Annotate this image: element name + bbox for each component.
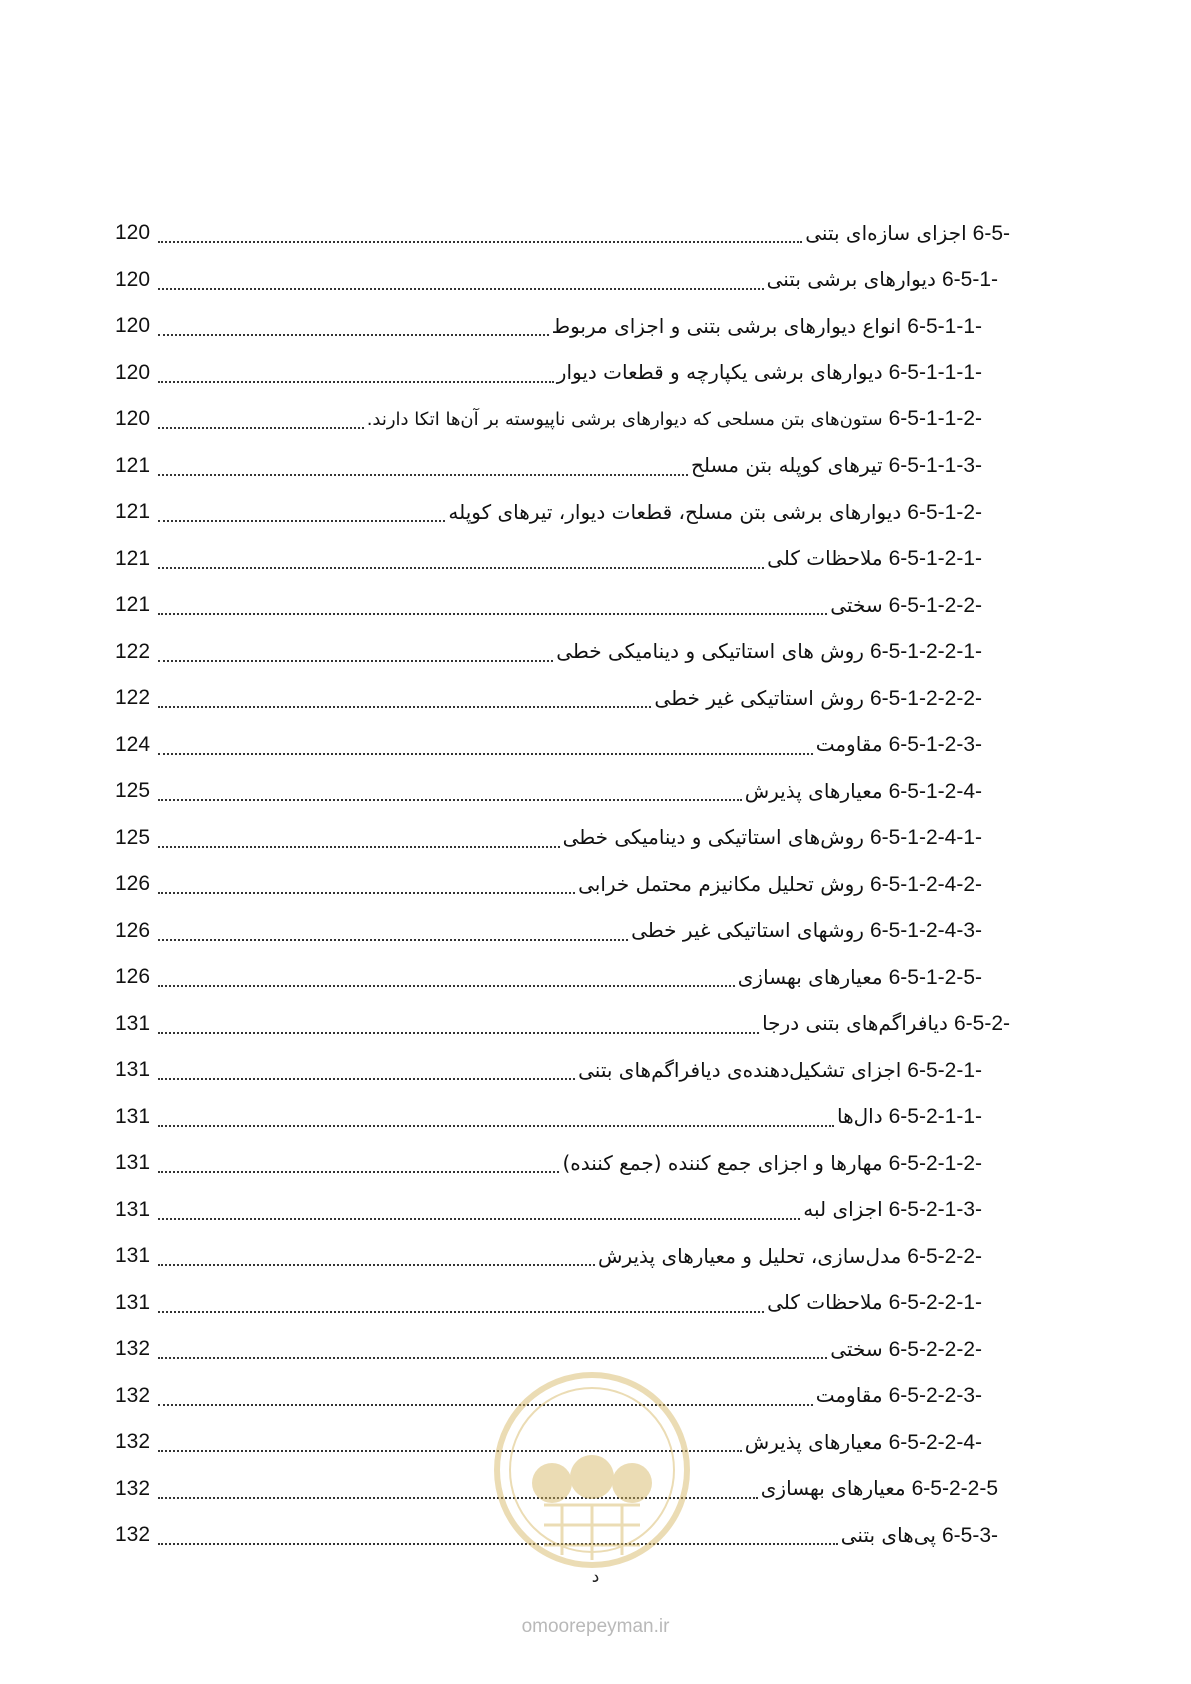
toc-page-number: 120 — [115, 314, 151, 338]
toc-row[interactable] — [115, 629, 1010, 676]
toc-page-number: 132 — [115, 1383, 151, 1407]
toc-page-number: 120 — [115, 221, 151, 245]
toc-entry-title: روش‌های استاتیکی و دینامیکی خطی — [562, 825, 864, 850]
toc-entry-title: مقاومت — [815, 1383, 883, 1408]
toc-entry-text — [448, 500, 982, 525]
toc-row[interactable] — [115, 210, 1010, 257]
dot-leader — [158, 381, 554, 383]
toc-page-number: 125 — [115, 825, 151, 849]
toc-page-number: 121 — [115, 453, 151, 477]
toc-entry-text — [552, 314, 982, 339]
toc-row[interactable] — [115, 303, 1010, 350]
toc-entry-title: ملاحظات کلی — [767, 1290, 883, 1315]
dot-leader — [158, 520, 445, 522]
toc-entry-title: روش های استاتیکی و دینامیکی خطی — [556, 639, 864, 664]
toc-entry-number: 6-5-1-1-3- — [888, 454, 982, 478]
dot-leader — [158, 706, 651, 708]
toc-entry-number: 6-5-2-2-5 — [911, 1477, 998, 1501]
toc-entry-text — [631, 918, 982, 943]
dot-leader — [158, 288, 764, 290]
toc-entry-text — [767, 546, 982, 571]
toc-entry-number: 6-5-1-1-1- — [888, 361, 982, 385]
toc-entry-number: 6-5-2-1-3- — [888, 1198, 982, 1222]
toc-page-number: 126 — [115, 918, 151, 942]
dot-leader — [158, 1032, 759, 1034]
dot-leader — [158, 1171, 559, 1173]
dot-leader — [158, 985, 735, 987]
dot-leader — [158, 1311, 764, 1313]
toc-entry-text — [841, 1523, 998, 1548]
toc-entry-text — [578, 872, 982, 897]
toc-page-number: 132 — [115, 1476, 151, 1500]
toc-entry-title: مهارها و اجزای جمع کننده (جمع کننده) — [562, 1150, 883, 1175]
toc-entry-number: 6-5-1-2-1- — [888, 547, 982, 571]
toc-row[interactable] — [115, 1187, 1010, 1234]
toc-entry-title: دیوارهای برشی بتنی — [766, 267, 936, 292]
dot-leader — [158, 1125, 834, 1127]
toc-entry-text — [557, 360, 982, 385]
toc-entry-number: 6-5-1-2-2- — [888, 593, 982, 617]
toc-page-number: 124 — [115, 732, 151, 756]
gear-icon — [532, 1455, 652, 1503]
toc-page-number: 132 — [115, 1523, 151, 1547]
dot-leader — [158, 241, 802, 243]
toc-row[interactable] — [115, 768, 1010, 815]
dot-leader — [158, 613, 827, 615]
toc-entry-number: 6-5-1-1-2- — [888, 407, 982, 431]
toc-page-number: 131 — [115, 1244, 151, 1268]
toc-page-number: 122 — [115, 639, 151, 663]
dot-leader — [158, 1357, 827, 1359]
toc-entry-title: مقاومت — [815, 732, 883, 757]
toc-entry-number: 6-5-1-2-4-1- — [869, 826, 982, 850]
toc-page-number: 126 — [115, 872, 151, 896]
toc-row[interactable] — [115, 350, 1010, 397]
toc-entry-text — [654, 686, 982, 711]
toc-entry-text — [816, 732, 982, 757]
toc-row[interactable] — [115, 1233, 1010, 1280]
toc-entry-number: 6-5-2-2-2- — [888, 1337, 982, 1361]
toc-page-number: 131 — [115, 1058, 151, 1082]
toc-entry-text — [738, 965, 982, 990]
toc-entry-title: پی‌های بتنی — [840, 1522, 936, 1547]
toc-entry-number: 6-5-1-2-2-1- — [869, 640, 982, 664]
toc-entry-text — [745, 779, 982, 804]
toc-entry-title: اجزای لبه — [803, 1197, 883, 1222]
toc-row[interactable] — [115, 582, 1010, 629]
dot-leader — [158, 474, 688, 476]
toc-row[interactable] — [115, 908, 1010, 955]
toc-entry-text — [598, 1244, 982, 1269]
toc-entry-title: اجزای سازه‌ای بتنی — [805, 220, 967, 245]
toc-entry-text — [563, 825, 982, 850]
toc-entry-number: 6-5-1-2-4- — [888, 779, 982, 803]
dot-leader — [158, 427, 364, 429]
toc-entry-number: 6-5-1-2-4-2- — [869, 872, 982, 896]
toc-entry-title: مدل‌سازی، تحلیل و معیارهای پذیرش — [598, 1243, 902, 1268]
toc-page-number: 132 — [115, 1430, 151, 1454]
toc-row[interactable] — [115, 1001, 1010, 1048]
toc-entry-text — [767, 1290, 982, 1315]
toc-row[interactable] — [115, 815, 1010, 862]
dot-leader — [158, 799, 742, 801]
toc-page-number: 131 — [115, 1104, 151, 1128]
toc-entry-number: 6-5-1-1- — [907, 314, 982, 338]
toc-page-number: 131 — [115, 1011, 151, 1035]
toc-entry-text — [367, 407, 982, 431]
toc-row[interactable] — [115, 954, 1010, 1001]
dot-leader — [158, 846, 560, 848]
dot-leader — [158, 334, 549, 336]
toc-entry-text — [805, 221, 1010, 246]
toc-entry-text — [691, 453, 982, 478]
toc-page-number: 120 — [115, 267, 151, 291]
dot-leader — [158, 567, 764, 569]
toc-entry-number: 6-5-2-1-2- — [888, 1151, 982, 1175]
dot-leader — [158, 1264, 595, 1266]
toc-entry-title: دیوارهای برشی یکپارچه و قطعات دیوار — [556, 360, 883, 385]
toc-entry-title: معیارهای پذیرش — [744, 1429, 883, 1454]
toc-row[interactable] — [115, 1140, 1010, 1187]
toc-row[interactable] — [115, 1094, 1010, 1141]
toc-entry-number: 6-5-2-2- — [907, 1244, 982, 1268]
watermark-logo — [482, 1365, 702, 1575]
toc-entry-number: 6-5-2-1-1- — [888, 1105, 982, 1129]
toc-page-number: 121 — [115, 593, 151, 617]
toc-entry-text — [745, 1430, 982, 1455]
toc-entry-text — [803, 1197, 982, 1222]
toc-entry-text — [762, 1011, 1010, 1036]
toc-entry-text — [767, 267, 998, 292]
toc-page-number: 122 — [115, 686, 151, 710]
toc-entry-text — [816, 1383, 982, 1408]
toc-entry-number: 6-5-2-2-4- — [888, 1430, 982, 1454]
toc-row[interactable] — [115, 536, 1010, 583]
toc-entry-title: سختی — [830, 592, 883, 617]
dot-leader — [158, 753, 813, 755]
toc-entry-title: تیرهای کوپله بتن مسلح — [690, 453, 883, 478]
toc-entry-number: 6-5-2-2-1- — [888, 1291, 982, 1315]
toc-entry-title: ملاحظات کلی — [767, 546, 883, 571]
toc-entry-text — [837, 1104, 982, 1129]
toc-entry-title: روش تحلیل مکانیزم محتمل خرابی — [578, 871, 864, 896]
toc-entry-number: 6-5-2-2-3- — [888, 1384, 982, 1408]
dot-leader — [158, 1078, 575, 1080]
dot-leader — [158, 660, 553, 662]
dot-leader — [158, 892, 575, 894]
toc-entry-text — [830, 593, 982, 618]
toc-entry-number: 6-5-1-2-4-3- — [869, 919, 982, 943]
toc-row[interactable] — [115, 257, 1010, 304]
toc-entry-title: معیارهای بهسازی — [760, 1476, 906, 1501]
toc-row[interactable] — [115, 443, 1010, 490]
toc-row[interactable] — [115, 861, 1010, 908]
toc-entry-title: معیارهای پذیرش — [744, 778, 883, 803]
toc-entry-title: سختی — [830, 1336, 883, 1361]
toc-entry-number: 6-5-1-2-5- — [888, 965, 982, 989]
toc-row[interactable] — [115, 396, 1010, 443]
toc-page-number: 121 — [115, 500, 151, 524]
toc-entry-title: دال‌ها — [836, 1104, 883, 1129]
toc-entry-title: دیافراگم‌های بتنی درجا — [762, 1011, 948, 1036]
toc-page-number: 132 — [115, 1337, 151, 1361]
watermark-url: omoorepeyman.ir — [521, 1616, 670, 1637]
dot-leader — [158, 1218, 800, 1220]
toc-entry-text — [761, 1476, 998, 1501]
toc-row[interactable] — [115, 1280, 1010, 1327]
toc-entry-text — [830, 1337, 982, 1362]
toc-row[interactable] — [115, 489, 1010, 536]
dot-leader — [158, 939, 628, 941]
toc-entry-title: روش استاتیکی غیر خطی — [654, 685, 864, 710]
toc-entry-text — [562, 1151, 982, 1176]
toc-entry-number: 6-5-2- — [953, 1012, 1010, 1036]
toc-entry-number: 6-5-1-2- — [907, 500, 982, 524]
toc-row[interactable] — [115, 675, 1010, 722]
toc-page-number: 131 — [115, 1151, 151, 1175]
toc-entry-title: دیوارهای برشی بتن مسلح، قطعات دیوار، تیرهای کوپله — [448, 499, 902, 524]
toc-page-number: 120 — [115, 407, 151, 431]
toc-page-number: 131 — [115, 1197, 151, 1221]
toc-row[interactable] — [115, 1047, 1010, 1094]
toc-entry-number: 6-5- — [972, 221, 1010, 245]
toc-page-number: 121 — [115, 546, 151, 570]
toc-entry-title: اجزای تشکیل‌دهنده‌ی دیافراگم‌های بتنی — [578, 1057, 902, 1082]
page-number-letter: د — [591, 1567, 600, 1587]
toc-entry-number: 6-5-1-2-2-2- — [869, 686, 982, 710]
toc-entry-title: ستون‌های بتن مسلحی که دیوارهای برشی ناپیوسته بر آن‌ها اتکا دارند. — [366, 409, 883, 431]
toc-row[interactable] — [115, 722, 1010, 769]
toc-entry-title: انواع دیوارهای برشی بتنی و اجزای مربوط — [551, 313, 902, 338]
toc-entry-text — [578, 1058, 982, 1083]
toc-entry-title: روشهای استاتیکی غیر خطی — [631, 918, 864, 943]
toc-entry-title: معیارهای بهسازی — [737, 964, 883, 989]
table-of-contents — [115, 210, 1010, 1559]
toc-page-number: 131 — [115, 1290, 151, 1314]
toc-entry-number: 6-5-2-1- — [907, 1058, 982, 1082]
toc-page-number: 126 — [115, 965, 151, 989]
toc-page-number: 125 — [115, 779, 151, 803]
toc-entry-text — [556, 639, 982, 664]
toc-entry-number: 6-5-1-2-3- — [888, 733, 982, 757]
toc-entry-number: 6-5-3- — [941, 1523, 998, 1547]
toc-page-number: 120 — [115, 360, 151, 384]
toc-entry-number: 6-5-1- — [941, 268, 998, 292]
